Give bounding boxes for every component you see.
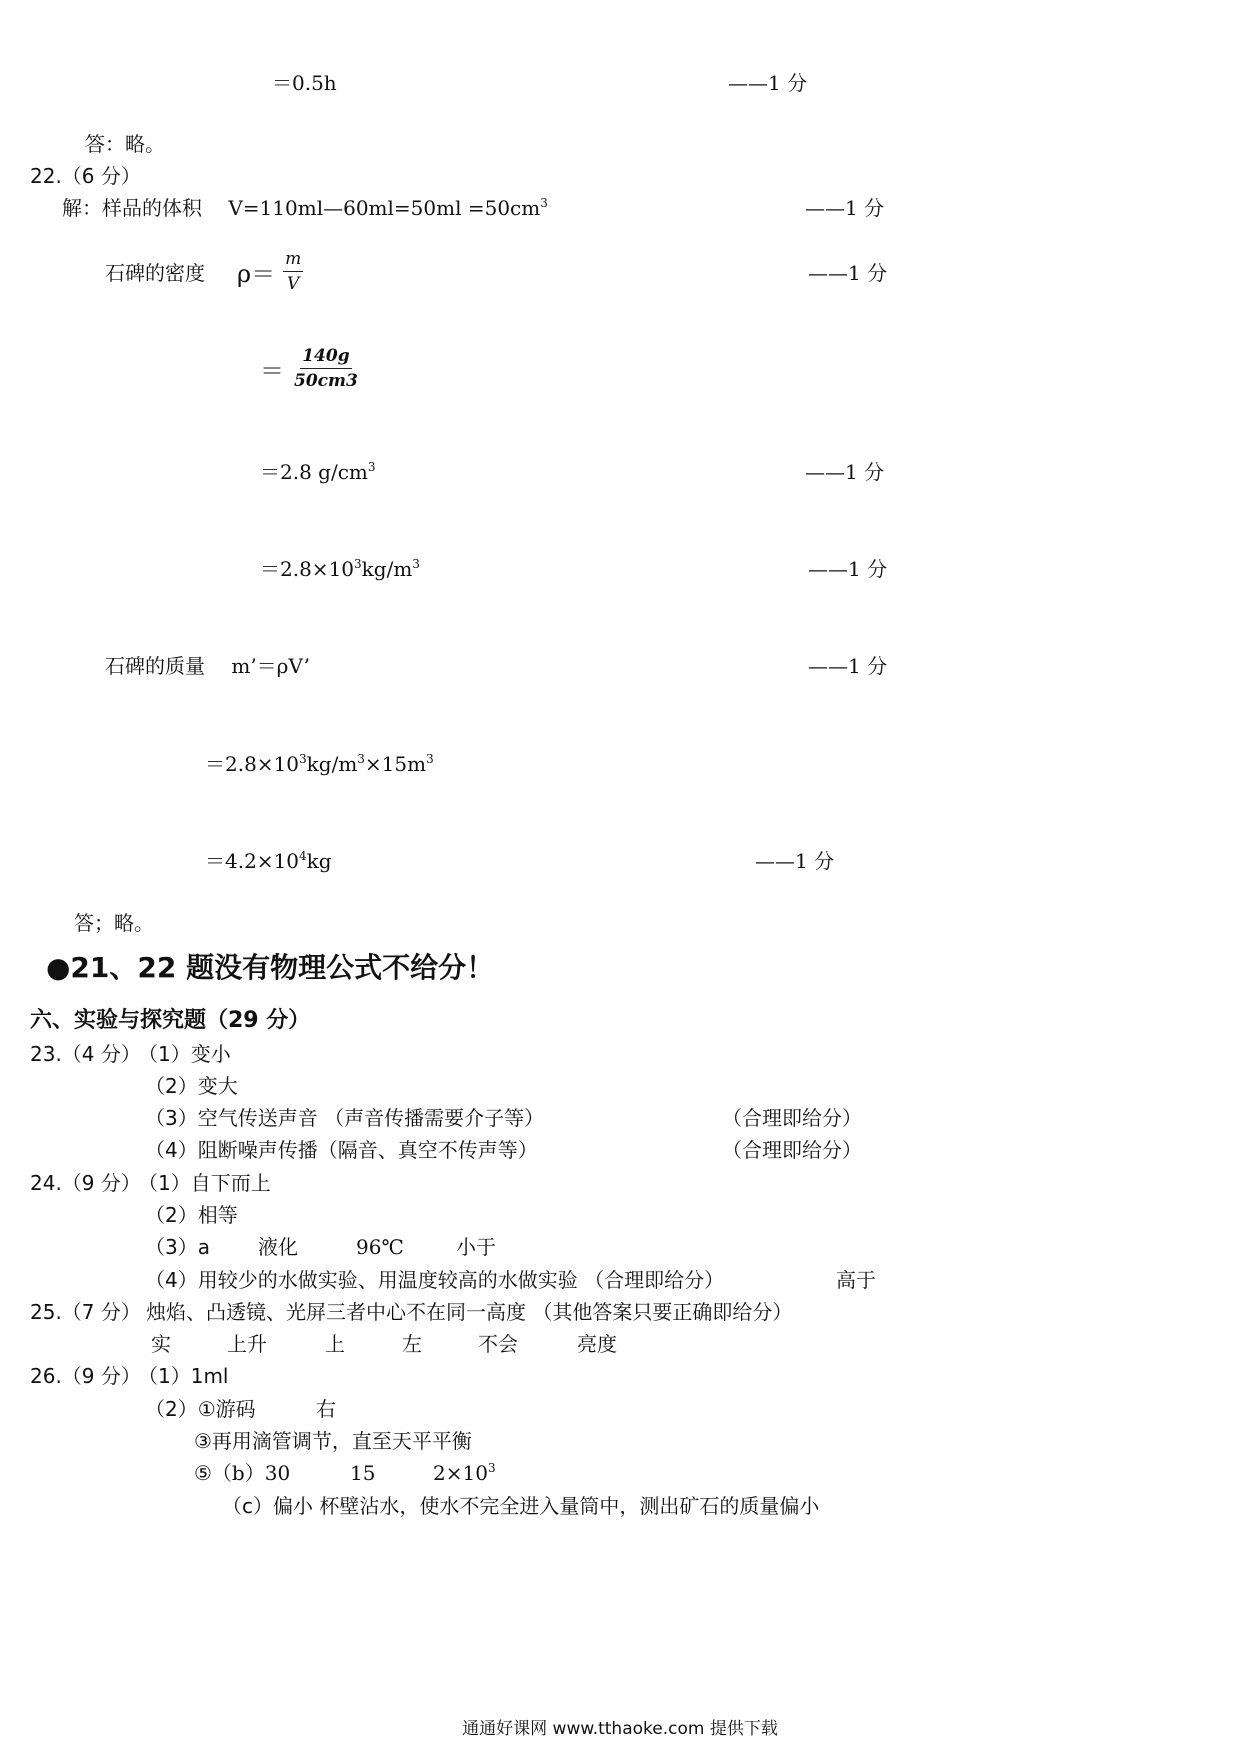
q22-mass-calc-pre: ＝2.8×10 bbox=[205, 752, 300, 776]
q22-density-value-2-exp2: 3 bbox=[412, 557, 420, 571]
footer-source: 通通好课网 www.tthaoke.com 提供下载 bbox=[462, 1719, 778, 1739]
q24-answer-1: （1）自下而上 bbox=[138, 1171, 271, 1195]
q22-density-value-2 bbox=[260, 559, 420, 579]
q24-answer-2: （2）相等 bbox=[145, 1203, 238, 1227]
q22-density-fraction bbox=[260, 346, 360, 391]
q21-final-result: ＝0.5h bbox=[272, 71, 337, 95]
q22-mass-result-post: kg bbox=[306, 849, 332, 873]
q22-mass-formula: m’＝ρV’ bbox=[231, 654, 310, 678]
q22-frac-equals: ＝ bbox=[260, 357, 284, 385]
q22-volume-exp: 3 bbox=[540, 196, 548, 210]
q23-answer-1: （1）变小 bbox=[138, 1042, 231, 1066]
q22-volume-line bbox=[62, 198, 548, 218]
q24-answer-3-b: 液化 bbox=[258, 1235, 298, 1259]
q23-answer-4-note: （合理即给分） bbox=[722, 1138, 862, 1162]
q23-answer-3: （3）空气传送声音 （声音传播需要介子等） bbox=[145, 1106, 545, 1130]
q22-density-value-1-score: ——1 分 bbox=[805, 460, 885, 484]
q24-answer-3-c: 96℃ bbox=[356, 1235, 404, 1259]
q22-density-denominator: V bbox=[287, 274, 300, 294]
q22-density-value-2-score: ——1 分 bbox=[808, 557, 888, 581]
q26-answer-5-c bbox=[433, 1463, 496, 1483]
q23-answer-2: （2）变大 bbox=[145, 1074, 238, 1098]
q24-answer-3-prefix: （3）a bbox=[145, 1235, 210, 1259]
q24-answer-3-d: 小于 bbox=[456, 1235, 496, 1259]
q22-volume-formula: V=110ml—60ml=50ml =50cm bbox=[228, 196, 541, 220]
q25-answer-1: 烛焰、凸透镜、光屏三者中心不在同一高度 （其他答案只要正确即给分） bbox=[146, 1300, 793, 1324]
q22-density-lhs: ρ＝ bbox=[237, 260, 276, 288]
q22-density-numerator: m bbox=[283, 249, 303, 272]
q22-mass-result-score: ——1 分 bbox=[755, 849, 835, 873]
q25-word-5: 不会 bbox=[478, 1332, 518, 1356]
q22-mass-calc-mid2: ×15m bbox=[364, 752, 427, 776]
q22-density-value-1-text: ＝2.8 g/cm bbox=[260, 460, 368, 484]
q26-header: 26.（9 分） bbox=[30, 1364, 141, 1388]
section6-title: 六、实验与探究题（29 分） bbox=[30, 1008, 311, 1033]
q23-answer-3-note: （合理即给分） bbox=[722, 1106, 862, 1130]
q22-density-score: ——1 分 bbox=[808, 261, 888, 285]
q26-answer-5-b: 15 bbox=[350, 1461, 376, 1485]
q22-mass-calc-exp3: 3 bbox=[426, 752, 434, 766]
q22-density-value-2-exp1: 3 bbox=[354, 557, 362, 571]
q22-density-value-2-pre: ＝2.8×10 bbox=[260, 557, 355, 581]
q22-frac-numerator: 140g bbox=[300, 346, 351, 369]
q25-word-6: 亮度 bbox=[577, 1332, 617, 1356]
q22-mass-result bbox=[205, 851, 332, 871]
q26-answer-3: ③再用滴管调节，直至天平平衡 bbox=[194, 1429, 472, 1453]
q22-solution-label: 解：样品的体积 bbox=[62, 196, 202, 220]
q26-answer-1: （1）1ml bbox=[138, 1364, 229, 1388]
q25-word-4: 左 bbox=[402, 1332, 422, 1356]
q22-mass-line bbox=[105, 656, 310, 676]
grading-note: ●21、22 题没有物理公式不给分！ bbox=[46, 951, 495, 984]
q26-answer-5-prefix: ⑤（b）30 bbox=[194, 1461, 291, 1485]
q25-word-1: 实 bbox=[151, 1332, 171, 1356]
q22-density-value-1-exp: 3 bbox=[367, 460, 376, 474]
q22-mass-calc-exp2: 3 bbox=[357, 752, 365, 766]
q22-mass-label: 石碑的质量 bbox=[105, 654, 205, 678]
q26-answer-2-end: 右 bbox=[316, 1397, 336, 1421]
q22-mass-calc-exp1: 3 bbox=[299, 752, 307, 766]
q24-header: 24.（9 分） bbox=[30, 1171, 141, 1195]
q22-density-label: 石碑的密度 bbox=[105, 261, 205, 285]
q25-word-3: 上 bbox=[325, 1332, 345, 1356]
q22-frac-denominator: 50cm3 bbox=[294, 371, 358, 391]
q22-answer: 答；略。 bbox=[74, 911, 154, 935]
q23-header: 23.（4 分） bbox=[30, 1042, 141, 1066]
q22-header: 22.（6 分） bbox=[30, 164, 141, 188]
q26-answer-6: （c）偏小 杯壁沾水，使水不完全进入量筒中，测出矿石的质量偏小 bbox=[222, 1494, 820, 1518]
q25-word-2: 上升 bbox=[227, 1332, 267, 1356]
q22-mass-result-exp: 4 bbox=[299, 849, 307, 863]
q22-mass-calc-mid: kg/m bbox=[306, 752, 358, 776]
q22-density-value-1 bbox=[260, 462, 376, 482]
q26-answer-2-prefix: （2）①游码 bbox=[145, 1397, 256, 1421]
q22-mass-calc bbox=[205, 754, 434, 774]
q22-mass-score: ——1 分 bbox=[808, 654, 888, 678]
q26-answer-5-c-pre: 2×10 bbox=[433, 1461, 488, 1485]
q22-mass-result-pre: ＝4.2×10 bbox=[205, 849, 300, 873]
q21-answer: 答：略。 bbox=[85, 132, 165, 156]
q23-answer-4: （4）阻断噪声传播（隔音、真空不传声等） bbox=[145, 1138, 538, 1162]
q22-density-formula bbox=[237, 249, 303, 294]
q24-answer-4-end: 高于 bbox=[836, 1268, 876, 1292]
q22-volume-score: ——1 分 bbox=[805, 196, 885, 220]
q22-density-value-2-mid: kg/m bbox=[361, 557, 413, 581]
q21-final-score: ——1 分 bbox=[728, 71, 808, 95]
q26-answer-5-c-exp: 3 bbox=[487, 1461, 496, 1475]
q25-header: 25.（7 分） bbox=[30, 1300, 141, 1324]
q24-answer-4: （4）用较少的水做实验、用温度较高的水做实验 （合理即给分） bbox=[145, 1268, 725, 1292]
